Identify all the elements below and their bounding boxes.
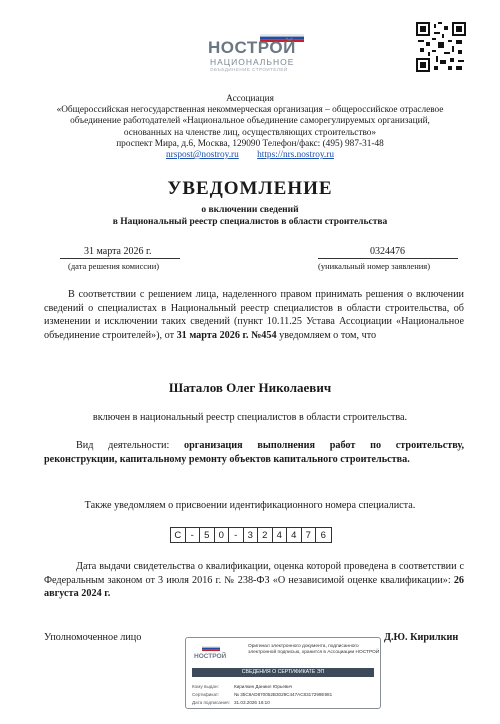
- subtitle-line-2: в Национальный реестр специалистов в области строительства: [112, 217, 388, 227]
- specialist-id-number: [170, 527, 332, 543]
- stamp-certificate: [192, 692, 332, 697]
- logo-subtitle: НАЦИОНАЛЬНОЕ: [210, 57, 295, 67]
- site-link[interactable]: https://nrs.nostroy.ru: [257, 150, 334, 161]
- stamp-note: Оригинал электронного документа, подписанного электронной подписью, хранится в Ассоциации НОСТРОЙ: [248, 644, 380, 655]
- id-char-cell: С: [171, 528, 186, 543]
- application-number-label: (уникальный номер заявления): [318, 261, 431, 271]
- stamp-header: СВЕДЕНИЯ О СЕРТИФИКАТЕ ЭП: [192, 668, 374, 677]
- issued-to-label: Кому выдан:: [192, 684, 219, 689]
- electronic-signature-stamp: [185, 637, 381, 709]
- id-char-cell: -: [186, 528, 201, 543]
- logo-name: НОСТРОЙ: [208, 38, 296, 57]
- id-char-cell: 4: [287, 528, 302, 543]
- org-links: [40, 150, 460, 161]
- certificate-value: № 35C8AD870052B3029C447AC8317299E981: [234, 692, 333, 697]
- qr-code-icon: [416, 22, 466, 72]
- decision-paragraph: [44, 288, 464, 342]
- id-char-cell: 3: [244, 528, 259, 543]
- certificate-label: Сертификат:: [192, 692, 220, 697]
- application-number: 0324476: [370, 246, 405, 257]
- issued-to-value: Кирилкин Даниил Юрьевич: [234, 684, 293, 689]
- id-char-cell: -: [229, 528, 244, 543]
- decision-date-label: (дата решения комиссии): [68, 261, 160, 271]
- document-title: УВЕДОМЛЕНИЕ: [167, 178, 333, 199]
- document-subtitle: [0, 204, 500, 228]
- org-address: проспект Мира, д.6, Москва, 129090 Телефон/факс: (495) 987-31-48: [116, 138, 384, 149]
- divider: [318, 258, 458, 259]
- nostroy-logo: [200, 34, 308, 78]
- stamp-issued-to: [192, 684, 292, 689]
- flag-icon: [202, 646, 220, 651]
- logo-subtitle-2: ОБЪЕДИНЕНИЕ СТРОИТЕЛЕЙ: [210, 67, 288, 72]
- org-line-2: «Общероссийская негосударственная некоммерческая организация – общероссийское отраслевое: [56, 105, 444, 116]
- id-char-cell: 0: [215, 528, 230, 543]
- activity-value: организация выполнения работ по строительству, реконструкции, капитальному ремонту объектов капитального строительства.: [44, 440, 464, 465]
- decision-text-end: уведомляем о том, что: [276, 329, 377, 341]
- stamp-logo: [192, 644, 227, 664]
- stamp-logo-text: НОСТРОЙ: [194, 653, 227, 660]
- id-char-cell: 2: [258, 528, 273, 543]
- divider: [60, 258, 180, 259]
- certificate-date: 26 августа 2024 г.: [44, 574, 464, 600]
- id-char-cell: 4: [273, 528, 288, 543]
- id-char-cell: 6: [320, 530, 326, 541]
- org-line-1: Ассоциация: [226, 94, 274, 104]
- subtitle-line-1: о включении сведений: [201, 205, 299, 215]
- id-char-cell: 7: [302, 528, 317, 543]
- activity-paragraph: [44, 439, 464, 466]
- signer-label: Уполномоченное лицо: [44, 632, 142, 643]
- stamp-sign-date: [192, 700, 270, 705]
- org-line-3: объединение работодателей «Национальное объединение саморегулируемых организаций,: [70, 116, 430, 127]
- sign-date-label: Дата подписания:: [192, 700, 230, 705]
- signer-name: Д.Ю. Кирилкин: [384, 632, 459, 643]
- certificate-text: Дата выдачи свидетельства о квалификации, оценка которой проведена в соответствии с Федеральным законом от 3 июля 2016 г. № 238-ФЗ «О независимой оценке квалификации»:: [44, 561, 464, 586]
- decision-date: 31 марта 2026 г.: [84, 246, 152, 257]
- sign-date-value: 31.03.2026 16:10: [234, 700, 270, 705]
- id-char-cell: 5: [200, 528, 215, 543]
- specialist-name: Шаталов Олег Николаевич: [168, 380, 332, 395]
- certificate-paragraph: [44, 560, 464, 601]
- decision-text: В соответствии с решением лица, наделенного правом принимать решения о включении сведений о специалистах в Национальный реестр специалистов в области строительства, об изменении и исключении таких сведений (пункт 10.11.25 Устава Ассоциации «Национальное объединение строителей»), от: [44, 289, 464, 341]
- organization-header: [40, 94, 460, 161]
- email-link[interactable]: nrspost@nostroy.ru: [166, 150, 239, 161]
- decision-number: 31 марта 2026 г. №454: [176, 329, 277, 341]
- id-notice: Также уведомляем о присвоении идентификационного номера специалиста.: [84, 500, 416, 511]
- inclusion-statement: включен в национальный реестр специалистов в области строительства.: [92, 412, 408, 423]
- activity-label: Вид деятельности:: [76, 440, 184, 451]
- org-line-4: основанных на членстве лиц, осуществляющих строительство»: [123, 127, 377, 138]
